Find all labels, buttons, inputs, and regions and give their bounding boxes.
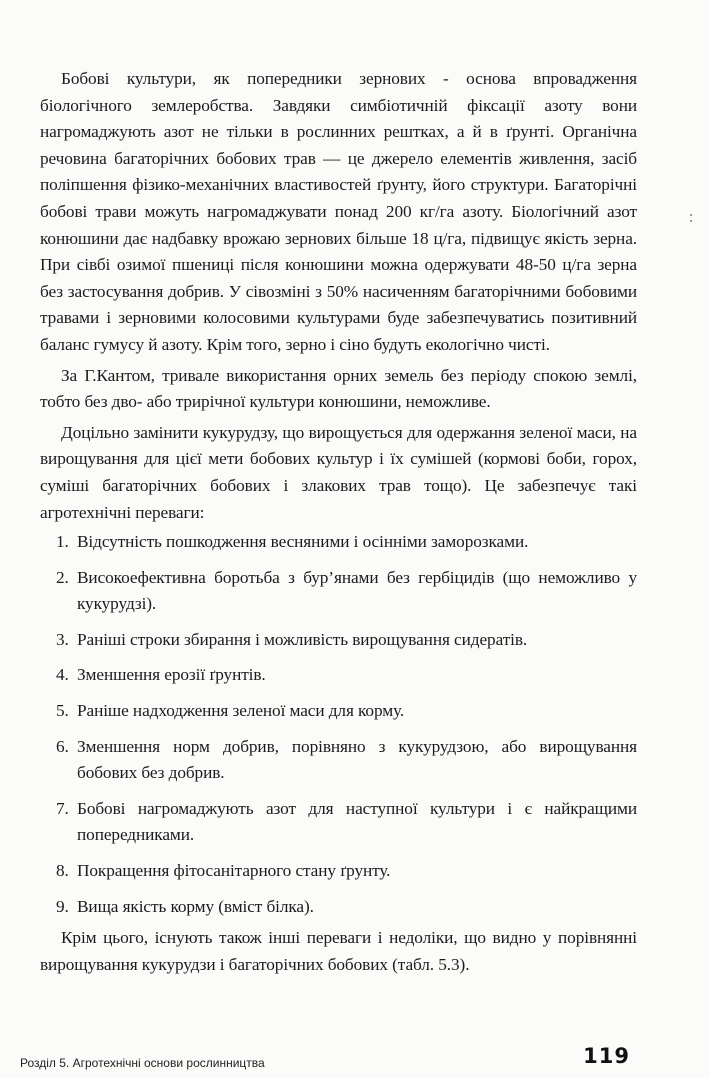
paragraph: Крім цього, існують також інші переваги і недоліки, що видно у порівнянні вирощування кукурудзи і багаторічних бобових (табл. 5.3). [40, 928, 637, 974]
list-number: 7. [56, 798, 69, 818]
list-item [40, 662, 637, 689]
list-text: Покращення фітосанітарного стану ґрунту. [77, 861, 391, 881]
list-item [40, 796, 637, 849]
list-text: Зменшення ерозії ґрунтів. [77, 665, 266, 685]
list-item [40, 894, 637, 921]
list-item [40, 698, 637, 725]
page-footer [20, 1044, 630, 1074]
running-footer: Розділ 5. Агротехнічні основи рослинництва [20, 1056, 265, 1070]
list-text: Вища якість корму (вміст білка). [77, 896, 314, 916]
paragraph: Доцільно замінити кукурудзу, що вирощується для одержання зеленої маси, на вирощування для цієї мети бобових культур і їх сумішей (кормові боби, горох, суміші багаторічних бобових і злакових трав тощо). Це забезпечує такі агротехнічні переваги: [40, 422, 637, 522]
list-number: 5. [56, 701, 69, 721]
list-number: 9. [56, 896, 69, 916]
list-text: Бобові нагромаджують азот для наступної культури і є найкращими попередниками. [77, 798, 637, 845]
list-item [40, 627, 637, 654]
page-number: 119 [583, 1044, 630, 1068]
scan-speck-mark [690, 214, 692, 228]
list-number: 2. [56, 567, 69, 587]
advantages-list [40, 529, 637, 920]
list-text: Раніші строки збирання і можливість вирощування сидератів. [77, 629, 528, 649]
list-number: 6. [56, 736, 69, 756]
list-item [40, 565, 637, 618]
list-number: 1. [56, 532, 69, 552]
list-number: 8. [56, 861, 69, 881]
list-number: 4. [56, 665, 69, 685]
list-text: Зменшення норм добрив, порівняно з кукурудзою, або вирощування бобових без добрив. [77, 736, 637, 783]
list-item [40, 529, 637, 556]
list-number: 3. [56, 629, 69, 649]
list-text: Раніше надходження зеленої маси для корму. [77, 701, 405, 721]
list-item [40, 858, 637, 885]
list-item [40, 734, 637, 787]
paragraph: За Г.Кантом, тривале використання орних земель без періоду спокою землі, тобто без дво- або трирічної культури конюшини, неможливе. [40, 365, 637, 412]
list-text: Відсутність пошкодження весняними і осінніми заморозками. [77, 532, 529, 552]
paragraph: Бобові культури, як попередники зернових - основа впровадження біологічного землеробства. Завдяки симбіотичній фіксації азоту вони нагромаджують азот не тільки в рослинних рештках, а й в ґрунті. Органічна речовина багаторічних бобових трав — це джерело елементів живлення, засіб поліпшення фізико-механічних властивостей ґрунту, його структури. Багаторічні бобові трави можуть нагромаджувати понад 200 кг/га азоту. Біологічний азот конюшини дає надбавку врожаю зернових більше 18 ц/га, підвищує якість зерна. При сівбі озимої пшениці після конюшини можна одержувати 48-50 ц/га зерна без застосування добрив. У сівозміні з 50% насиченням багаторічними бобовими травами і зерновими колосовими культурами буде забезпечуватись позитивний баланс гумусу й азоту. Крім того, зерно і сіно будуть екологічно чисті. [40, 69, 637, 354]
page-body [40, 66, 637, 978]
list-text: Високоефективна боротьба з бур’янами без гербіцидів (що неможливо у кукурудзі). [77, 567, 637, 614]
